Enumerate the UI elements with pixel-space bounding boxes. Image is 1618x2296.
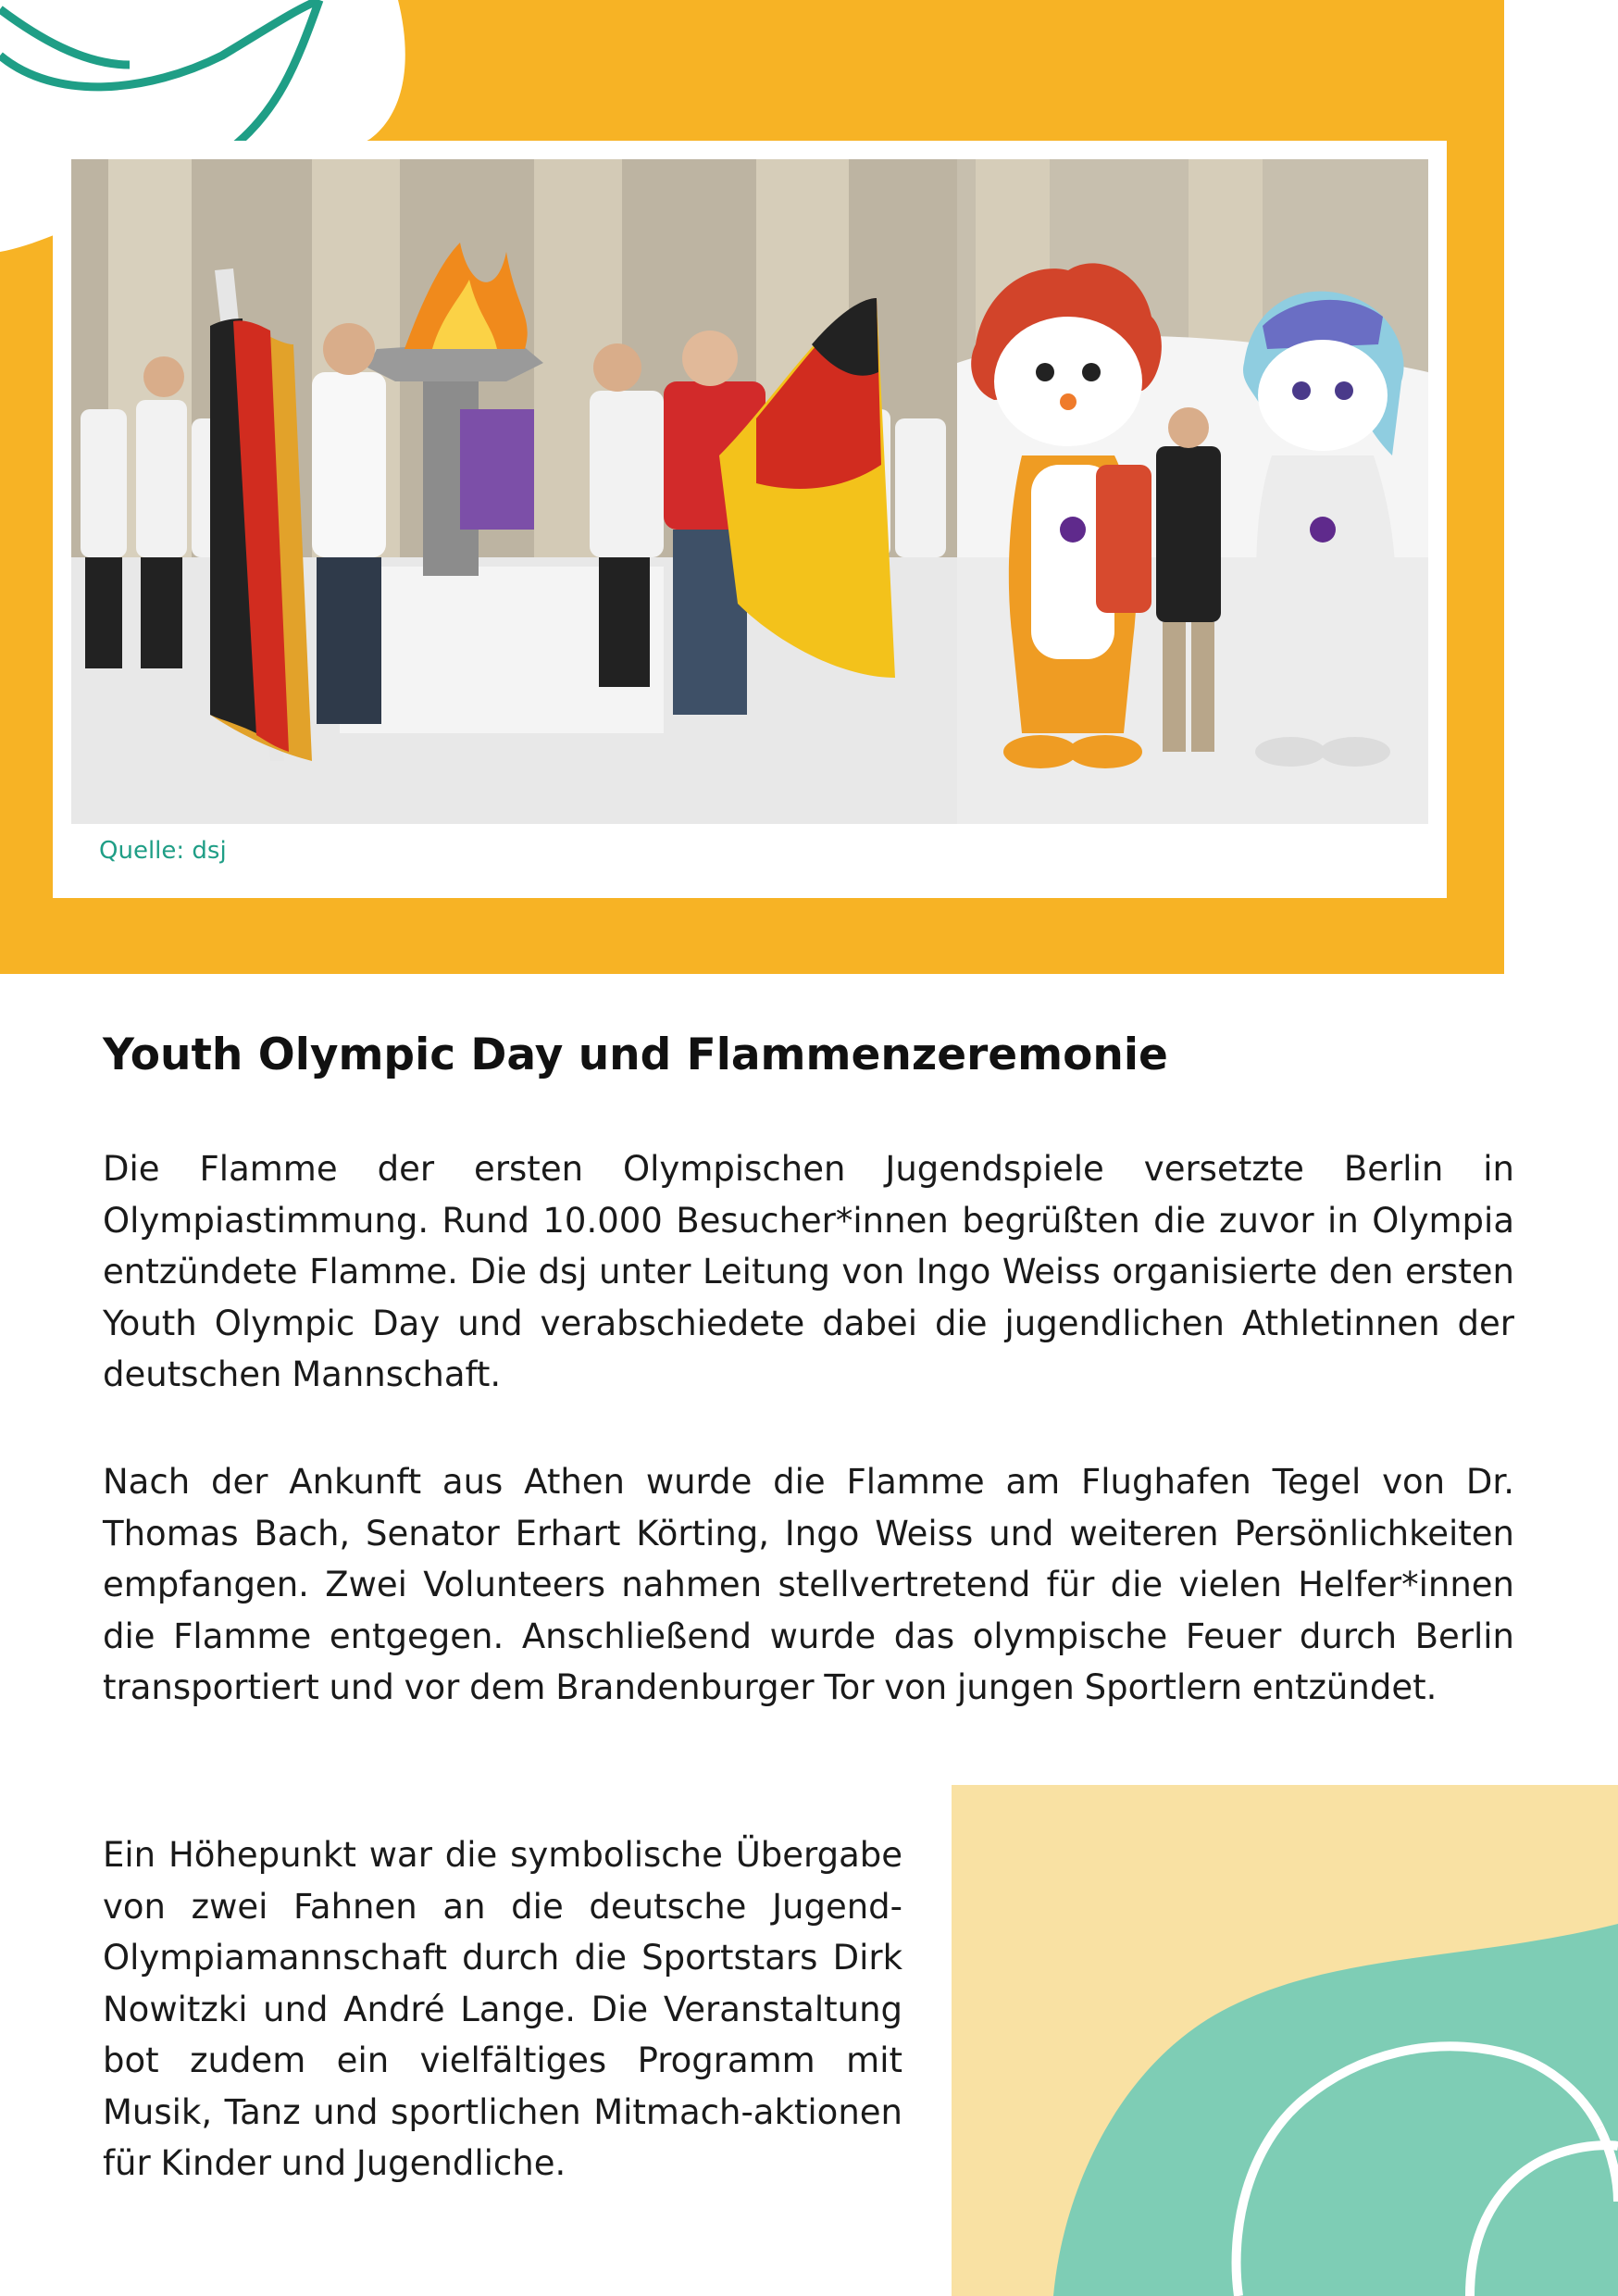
paragraph-1: Die Flamme der ersten Olympischen Jugendspiele versetzte Berlin in Olympiastimmung. Rund 10.000 Besucher*innen begrüßten die zuvor in Olympia entzündete Flamme. Die dsj unter Leitung von Ingo Weiss organisierte den ersten Youth Olympic Day und verabschiedete dabei die jugendlichen Athletinnen der deutschen Mannschaft. — [103, 1149, 1514, 1394]
event-photo — [71, 159, 1428, 824]
paragraph-3: Ein Höhepunkt war die symbolische Übergabe von zwei Fahnen an die deutsche Jugend-Olympiamannschaft durch die Sportstars Dirk Nowitzki und André Lange. Die Veranstaltung bot zudem ein vielfältiges Programm mit Musik, Tanz und sportlichen Mitmach-aktionen für Kinder und Jugendliche. — [103, 1835, 902, 2183]
photo-caption: Quelle: dsj — [99, 837, 227, 865]
paragraph-2: Nach der Ankunft aus Athen wurde die Flamme am Flughafen Tegel von Dr. Thomas Bach, Senator Erhart Körting, Ingo Weiss und weiteren Persönlichkeiten empfangen. Zwei Volunteers nahmen stellvertretend für die vielen Helfer*innen die Flamme entgegen. Anschließend wurde das olympische Feuer durch Berlin transportiert und vor dem Brandenburger Tor von jungen Sportlern entzündet. — [103, 1462, 1514, 1707]
circle-lines-decoration-icon — [952, 1785, 1618, 2296]
mascots-photo — [957, 159, 1428, 824]
article-heading: Youth Olympic Day und Flammenzeremonie — [103, 1029, 1168, 1080]
photo-card — [53, 141, 1447, 898]
flame-ceremony-photo — [71, 159, 957, 824]
